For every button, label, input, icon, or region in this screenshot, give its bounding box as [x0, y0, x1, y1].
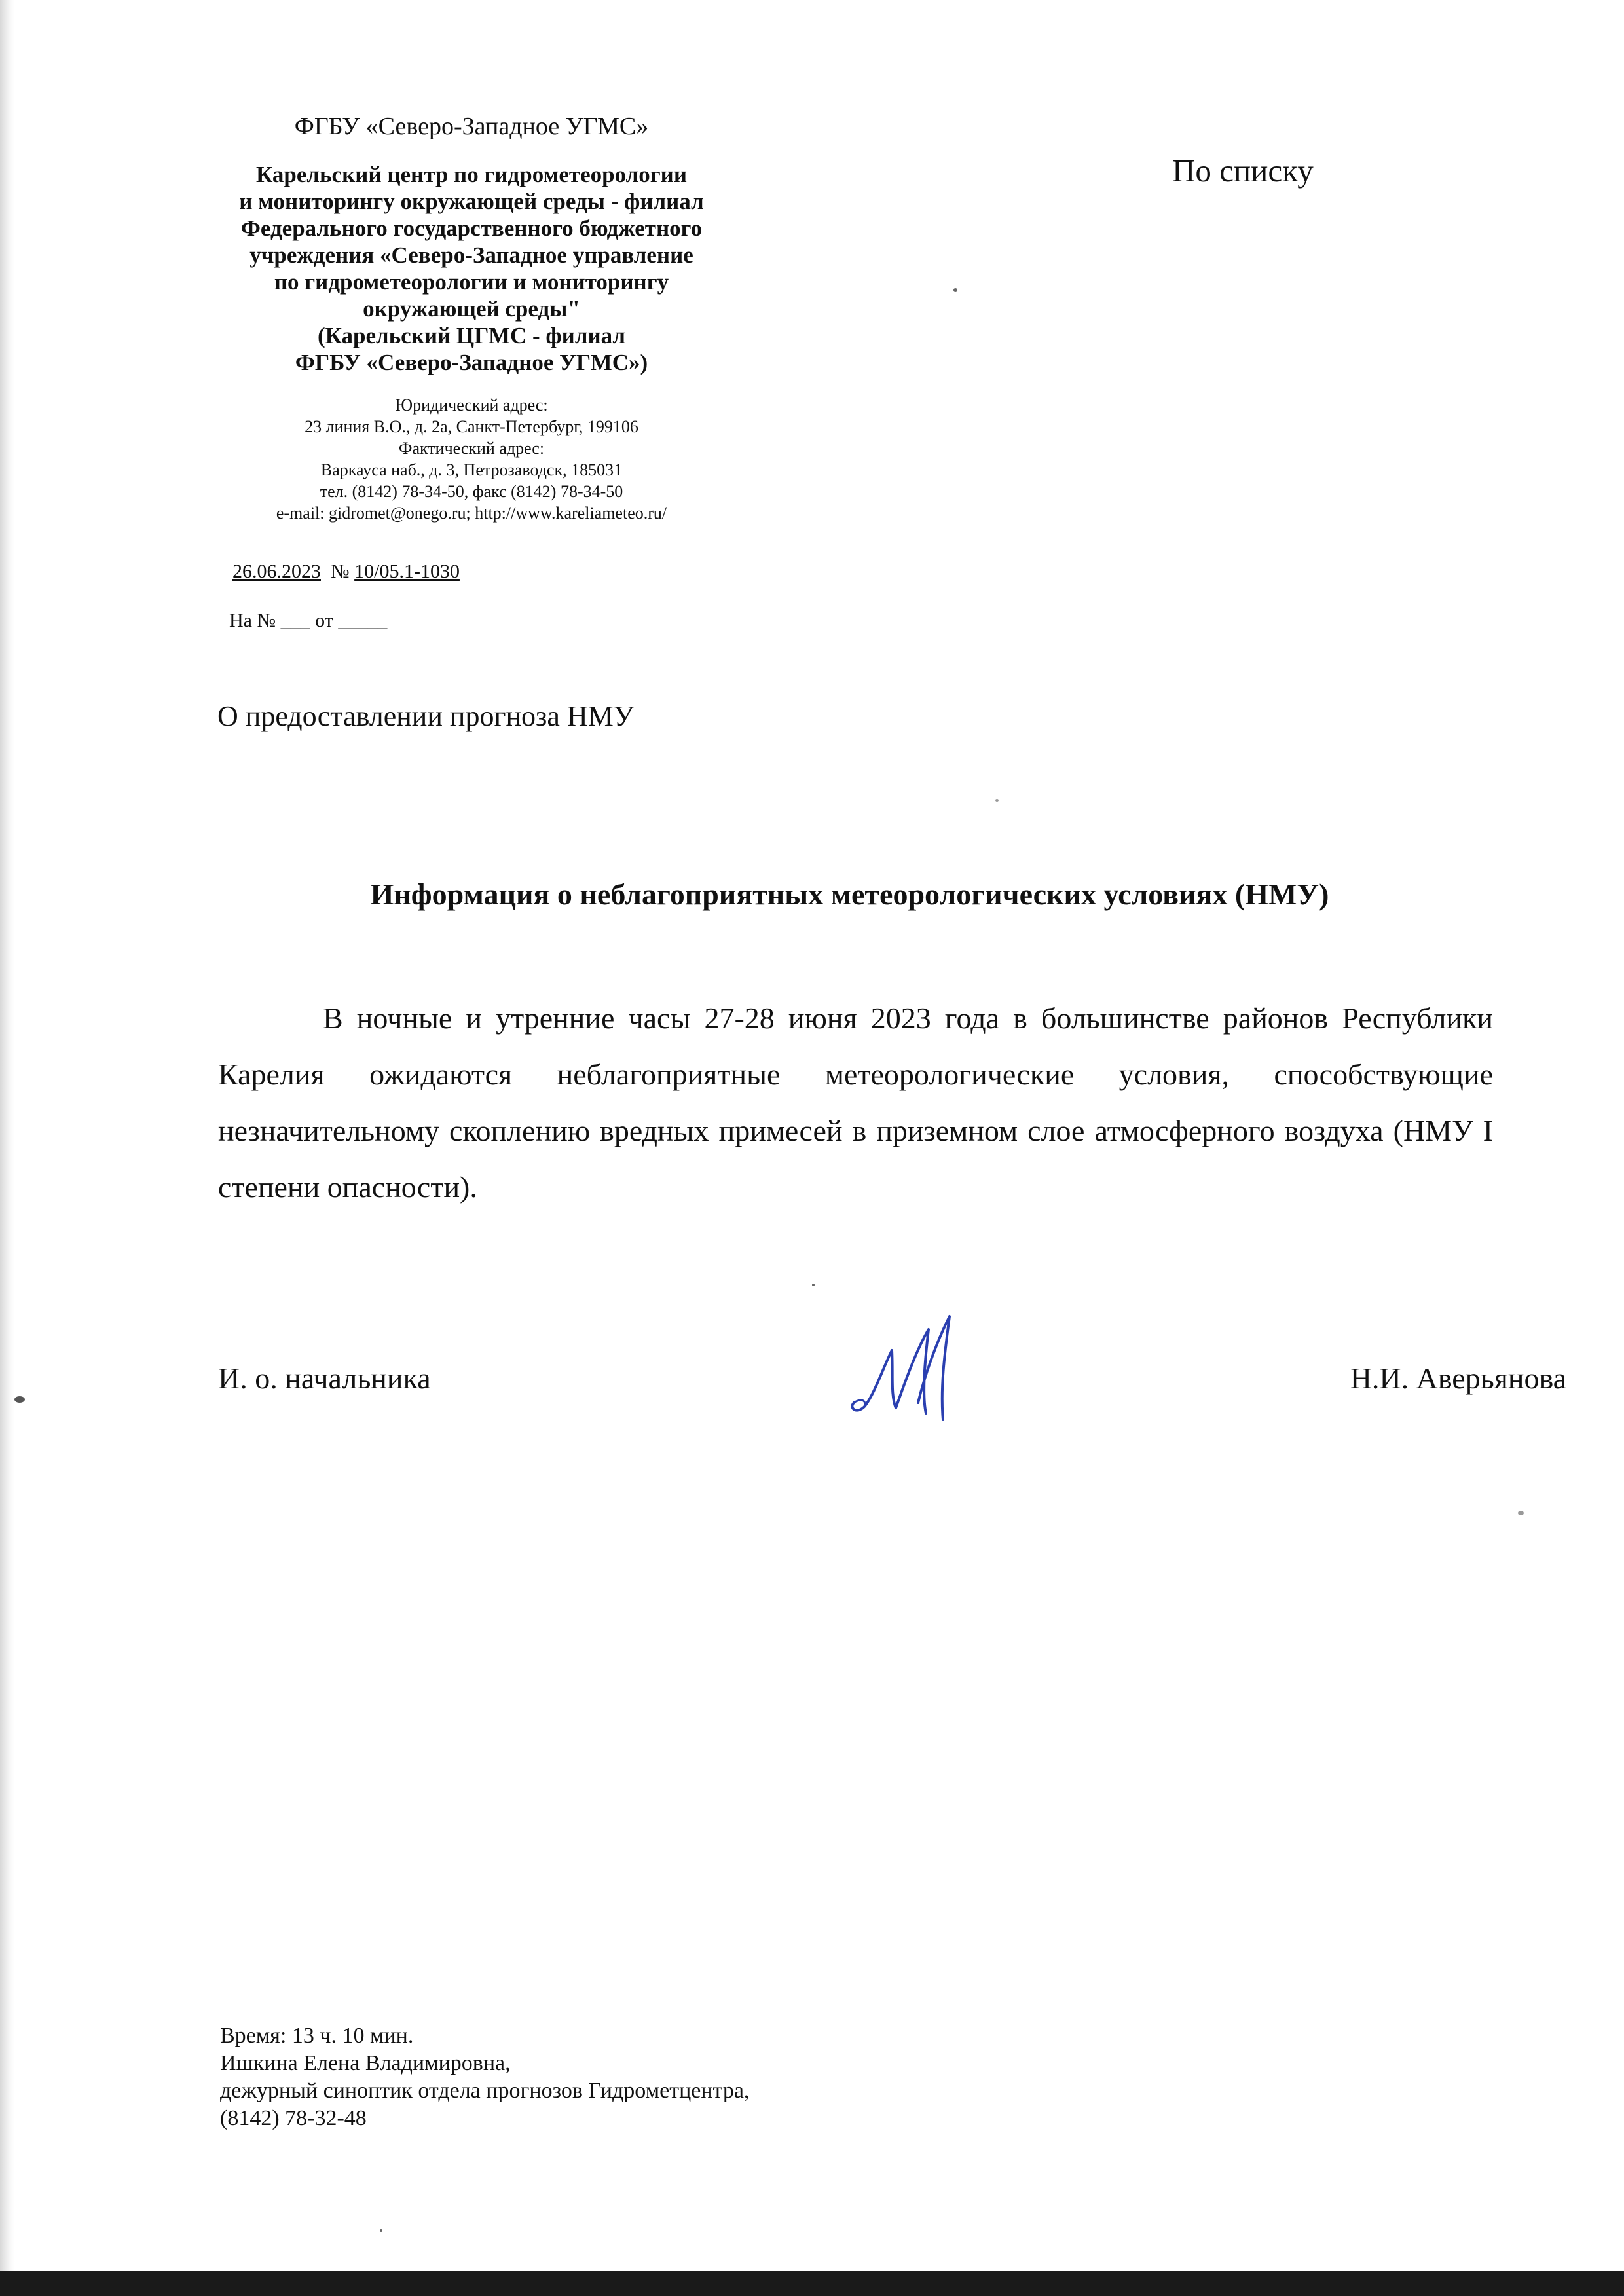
address-line: Варкауса наб., д. 3, Петрозаводск, 185031: [320, 460, 623, 479]
scan-speck: [14, 1396, 25, 1403]
subject-line: О предоставлении прогноза НМУ: [217, 700, 635, 732]
organization-name-line: (Карельский ЦГМС - филиал: [317, 323, 626, 348]
scan-edge-shadow: [0, 0, 14, 2296]
address-line: Юридический адрес:: [395, 396, 548, 415]
document-date: 26.06.2023: [232, 561, 321, 582]
outgoing-reference: [232, 560, 460, 583]
document-heading: Информация о неблагоприятных метеорологических условиях (НМУ): [370, 878, 1329, 911]
signer-name: Н.И. Аверьянова: [1350, 1361, 1566, 1395]
organization-name-line: ФГБУ «Северо-Западное УГМС»): [295, 350, 648, 375]
scan-speck: [995, 799, 999, 802]
letterhead: [190, 111, 753, 524]
addressee: По списку: [1172, 153, 1314, 189]
organization-name-line: учреждения «Северо-Западное управление: [249, 242, 693, 268]
scan-speck: [953, 288, 957, 292]
contacts-line: e-mail: gidromet@onego.ru; http://www.kareliameteo.ru/: [276, 504, 667, 523]
footer-executor-phone: (8142) 78-32-48: [220, 2106, 367, 2130]
footer-time: Время: 13 ч. 10 мин.: [220, 2024, 414, 2048]
handwritten-signature: [845, 1303, 963, 1428]
organization-name-line: окружающей среды": [363, 296, 580, 322]
address-line: 23 линия В.О., д. 2а, Санкт-Петербург, 199106: [304, 417, 638, 436]
organization-name-line: Федерального государственного бюджетного: [240, 215, 703, 241]
number-sign: №: [331, 561, 350, 582]
address-line: тел. (8142) 78-34-50, факс (8142) 78-34-50: [320, 482, 623, 501]
reply-reference: На № ___ от _____: [229, 610, 388, 631]
scan-bottom-edge: [0, 2271, 1624, 2296]
body-paragraph: В ночные и утренние часы 27-28 июня 2023 года в большинстве районов Республики Карелия ожидаются неблагоприятные метеорологические условия, способствующие незначительному скоплению вредных примесей в приземном слое атмосферного воздуха (НМУ I степени опасности).: [218, 1001, 1493, 1204]
parent-organization: ФГБУ «Северо-Западное УГМС»: [294, 113, 649, 140]
executor-info: [220, 2022, 749, 2132]
organization-address: [190, 394, 753, 524]
organization-name: [190, 161, 753, 376]
footer-executor-position: дежурный синоптик отдела прогнозов Гидрометцентра,: [220, 2079, 750, 2103]
address-line: Фактический адрес:: [398, 439, 545, 458]
organization-name-line: Карельский центр по гидрометеорологии: [256, 162, 687, 187]
document-number: 10/05.1-1030: [354, 561, 460, 582]
signer-position: И. о. начальника: [218, 1361, 431, 1395]
scan-speck: [380, 2229, 382, 2232]
scan-speck: [812, 1284, 815, 1286]
organization-name-line: по гидрометеорологии и мониторингу: [274, 269, 669, 295]
scan-speck: [1518, 1511, 1524, 1515]
organization-name-line: и мониторингу окружающей среды - филиал: [239, 189, 704, 214]
footer-executor-name: Ишкина Елена Владимировна,: [220, 2051, 511, 2075]
